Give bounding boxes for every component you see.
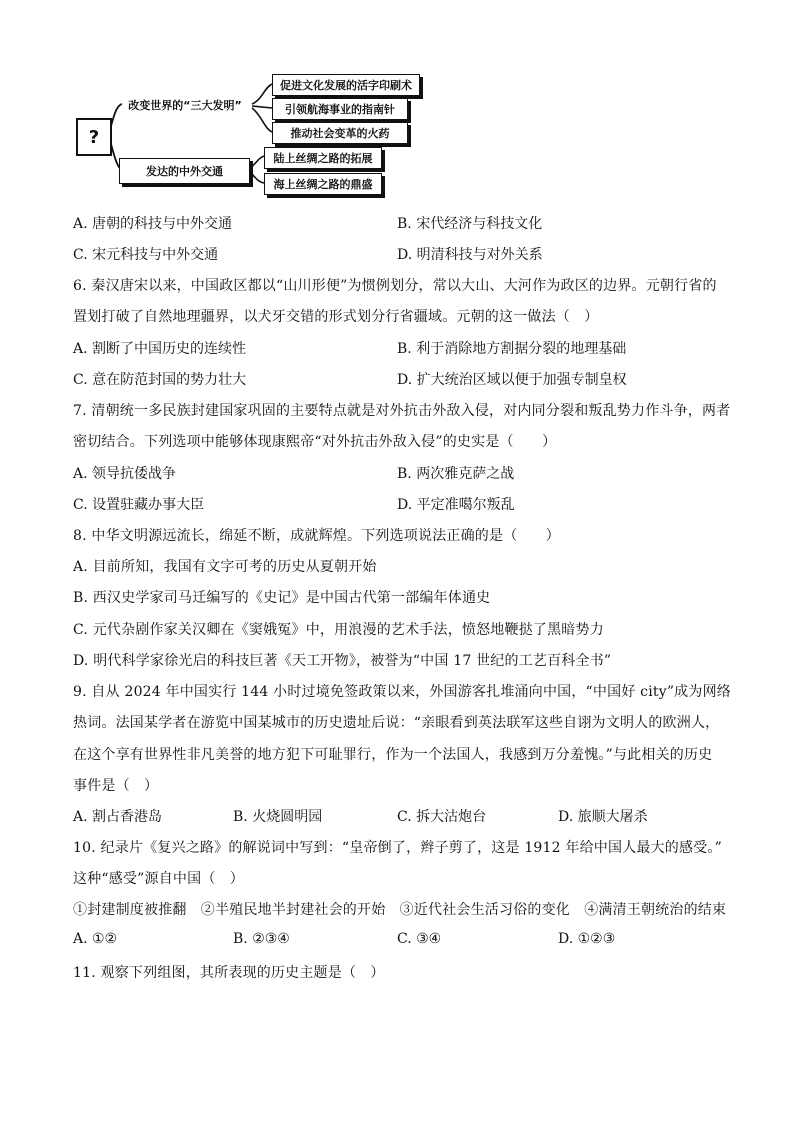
q8-stem: 8. 中华文明源远流长，绵延不断，成就辉煌。下列选项说法正确的是（ ） — [73, 528, 561, 544]
q7-option-d: D. 平定准噶尔叛乱 — [397, 497, 515, 513]
q9-stem-line-3: 在这个享有世界性非凡美誉的地方犯下可耻罪行，作为一个法国人，我感到万分羞愧。”与此相关的历史 — [73, 747, 713, 763]
q8-option-a: A. 目前所知，我国有文字可考的历史从夏朝开始 — [73, 559, 377, 575]
diagram-leaf-land-silk-road — [264, 147, 382, 169]
diagram-leaf-label: 陆上丝绸之路的拓展 — [273, 152, 373, 165]
diagram-branch-top-label: 改变世界的“三大发明” — [128, 99, 242, 112]
diagram-leaf-sea-silk-road — [264, 173, 382, 195]
diagram-leaf-label: 促进文化发展的活字印刷术 — [280, 79, 412, 92]
diagram-leaf-printing — [272, 74, 420, 96]
q9-stem-line-4: 事件是（ ） — [73, 778, 159, 794]
q5-option-d: D. 明清科技与对外关系 — [397, 247, 543, 263]
q6-option-c: C. 意在防范封国的势力壮大 — [73, 372, 247, 388]
diagram-branch-top — [120, 96, 250, 114]
q8-option-d: D. 明代科学家徐光启的科技巨著《天工开物》，被誉为“中国 17 世纪的工艺百科全书” — [73, 653, 612, 669]
diagram-leaf-gunpowder — [272, 122, 408, 144]
q7-stem-line-2: 密切结合。下列选项中能够体现康熙帝“对外抗击外敌入侵”的史实是（ ） — [73, 434, 557, 450]
diagram-branch-bottom-label: 发达的中外交通 — [146, 165, 223, 178]
q8-option-c: C. 元代杂剧作家关汉卿在《窦娥冤》中，用浪漫的艺术手法，愤怒地鞭挞了黑暗势力 — [73, 622, 604, 638]
diagram-leaf-compass — [272, 98, 408, 120]
q9-option-c: C. 拆大沽炮台 — [397, 809, 487, 825]
q9-option-b: B. 火烧圆明园 — [233, 809, 323, 825]
q10-option-a: A. ①② — [73, 931, 118, 947]
q6-stem-line-2: 置划打破了自然地理疆界，以犬牙交错的形式划分行省疆域。元朝的这一做法（ ） — [73, 309, 599, 325]
q10-option-b: B. ②③④ — [233, 931, 290, 947]
q6-stem-line-1: 6. 秦汉唐宋以来，中国政区都以“山川形便”为惯例划分，常以大山、大河作为政区的边界。元朝行省的 — [73, 278, 717, 294]
q11-stem: 11. 观察下列组图，其所表现的历史主题是（ ） — [73, 965, 385, 981]
q10-option-d: D. ①②③ — [558, 931, 616, 947]
q8-option-b: B. 西汉史学家司马迁编写的《史记》是中国古代第一部编年体通史 — [73, 590, 491, 606]
q9-stem-line-2: 热词。法国某学者在游览中国某城市的历史遗址后说：“亲眼看到英法联军这些自诩为文明人的欧洲人， — [73, 715, 720, 731]
q5-option-b: B. 宋代经济与科技文化 — [397, 216, 543, 232]
q9-stem-line-1: 9. 自从 2024 年中国实行 144 小时过境免签政策以来，外国游客扎堆涌向中国，“中国好 city”成为网络 — [73, 684, 731, 700]
diagram-leaf-label: 引领航海事业的指南针 — [285, 103, 395, 116]
diagram-center-box — [76, 118, 112, 156]
q7-option-b: B. 两次雅克萨之战 — [397, 466, 515, 482]
q10-stem-line-1: 10. 纪录片《复兴之路》的解说词中写到：“皇帝倒了，辫子剪了，这是 1912 年给中国人最大的感受。” — [73, 840, 722, 856]
q10-statements: ①封建制度被推翻 ②半殖民地半封建社会的开始 ③近代社会生活习俗的变化 ④满清王朝统治的结束 — [73, 902, 727, 918]
q9-option-a: A. 割占香港岛 — [73, 809, 163, 825]
q6-option-a: A. 割断了中国历史的连续性 — [73, 341, 247, 357]
q7-stem-line-1: 7. 清朝统一多民族封建国家巩固的主要特点就是对外抗击外敌入侵，对内同分裂和叛乱势力作斗争，两者 — [73, 403, 731, 419]
q10-stem-line-2: 这种“感受”源自中国（ ） — [73, 871, 244, 887]
diagram-leaf-label: 海上丝绸之路的鼎盛 — [273, 178, 373, 191]
q5-option-a: A. 唐朝的科技与中外交通 — [73, 216, 233, 232]
diagram-branch-bottom — [119, 158, 250, 184]
q7-option-a: A. 领导抗倭战争 — [73, 466, 177, 482]
diagram-center-label: ? — [88, 126, 100, 148]
q9-option-d: D. 旅顺大屠杀 — [558, 809, 648, 825]
q5-option-c: C. 宋元科技与中外交通 — [73, 247, 219, 263]
q6-option-d: D. 扩大统治区域以便于加强专制皇权 — [397, 372, 627, 388]
q7-option-c: C. 设置驻藏办事大臣 — [73, 497, 205, 513]
q10-option-c: C. ③④ — [397, 931, 442, 947]
diagram-leaf-label: 推动社会变革的火药 — [290, 127, 390, 140]
q6-option-b: B. 利于消除地方割据分裂的地理基础 — [397, 341, 627, 357]
